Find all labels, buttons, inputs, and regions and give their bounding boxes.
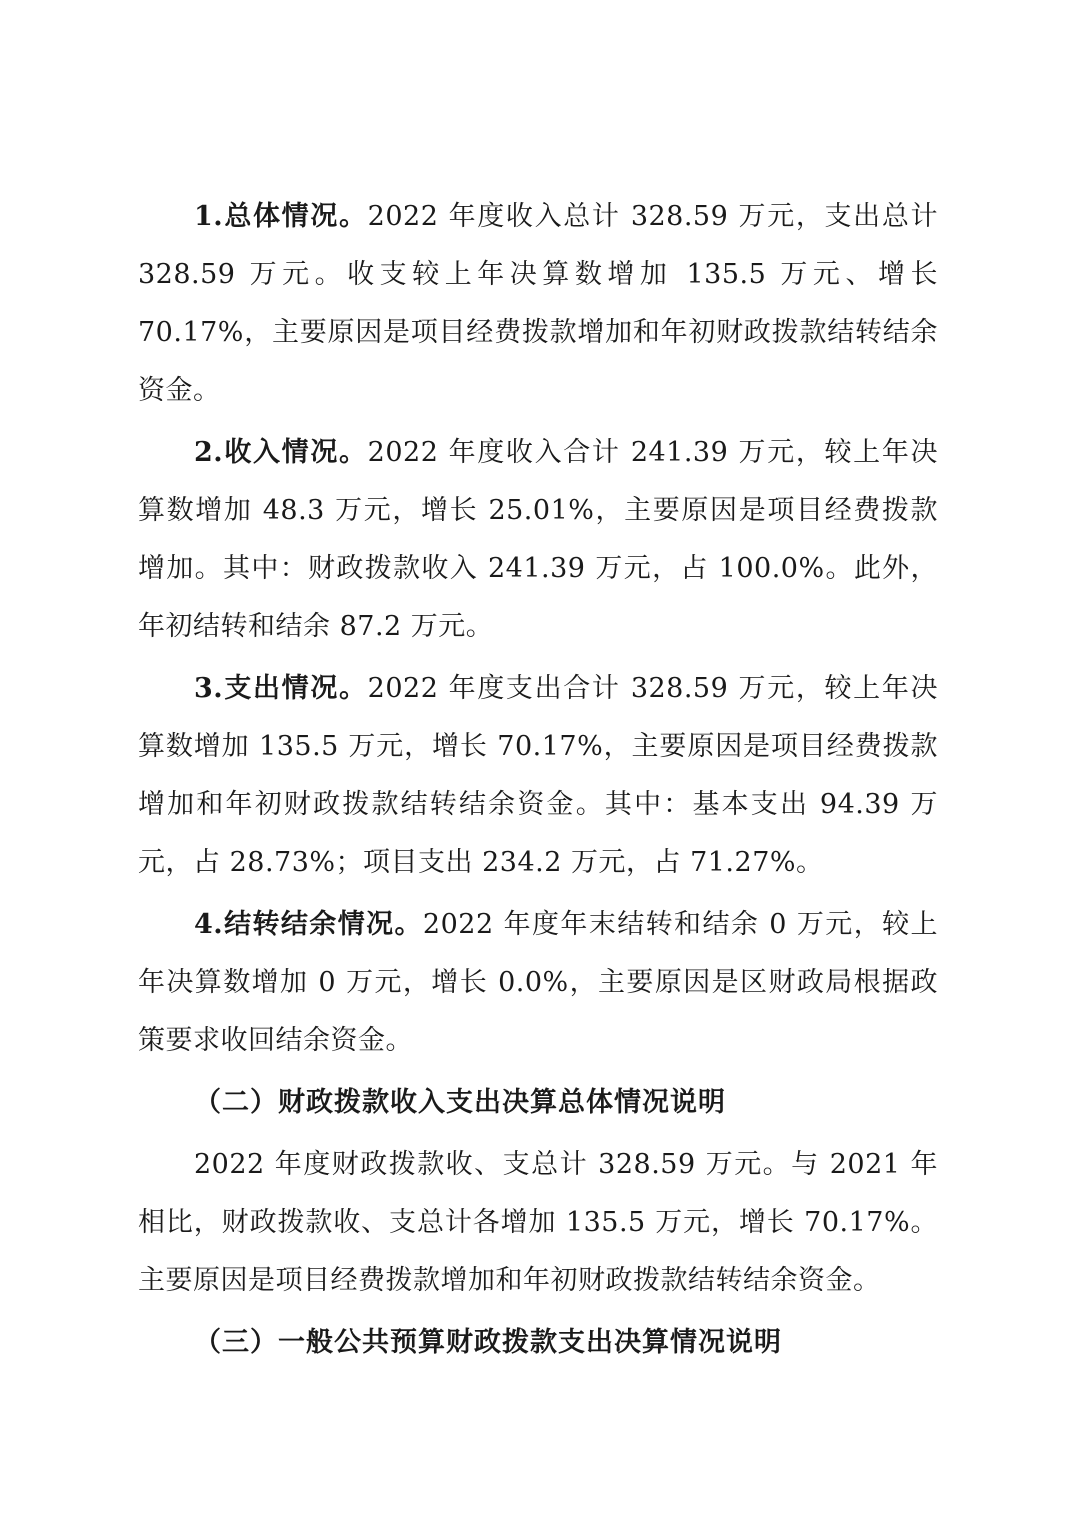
document-page — [138, 188, 938, 1376]
paragraph-lead: 2.收入情况。 — [194, 437, 368, 468]
paragraph-body: 2022 年度收入合计 241.39 万元，较上年决算数增加 48.3 万元，增长 25.01%，主要原因是项目经费拨款增加。其中：财政拨款收入 241.39 万元，占 100.0%。此外，年初结转和结余 87.2 万元。 — [138, 437, 939, 642]
paragraph-lead: 3.支出情况。 — [194, 673, 368, 704]
paragraph-body: 2022 年度年末结转和结余 0 万元，较上年决算数增加 0 万元，增长 0.0%，主要原因是区财政局根据政策要求收回结余资金。 — [138, 909, 939, 1056]
section-heading-general-public-budget: （三）一般公共预算财政拨款支出决算情况说明 — [194, 1327, 782, 1358]
paragraph-fiscal-appropriation: 2022 年度财政拨款收、支总计 328.59 万元。与 2021 年相比，财政拨款收、支总计各增加 135.5 万元，增长 70.17%。主要原因是项目经费拨款增加和年初财政拨款结转结余资金。 — [138, 1149, 938, 1296]
paragraph-expenditure — [138, 660, 938, 892]
paragraph-lead: 4.结转结余情况。 — [194, 909, 423, 940]
paragraph-overall — [138, 188, 938, 420]
paragraph-body: 2022 年度支出合计 328.59 万元，较上年决算数增加 135.5 万元，增长 70.17%，主要原因是项目经费拨款增加和年初财政拨款结转结余资金。其中：基本支出 94.39 万元，占 28.73%；项目支出 234.2 万元，占 71.27%。 — [138, 673, 939, 878]
paragraph-carryover — [138, 896, 938, 1070]
paragraph-lead: 1.总体情况。 — [194, 201, 368, 232]
paragraph-income — [138, 424, 938, 656]
section-heading-fiscal-appropriation: （二）财政拨款收入支出决算总体情况说明 — [194, 1087, 726, 1118]
paragraph-body: 2022 年度收入总计 328.59 万元，支出总计 328.59 万元。收支较上年决算数增加 135.5 万元、增长 70.17%，主要原因是项目经费拨款增加和年初财政拨款结转结余资金。 — [138, 201, 939, 406]
